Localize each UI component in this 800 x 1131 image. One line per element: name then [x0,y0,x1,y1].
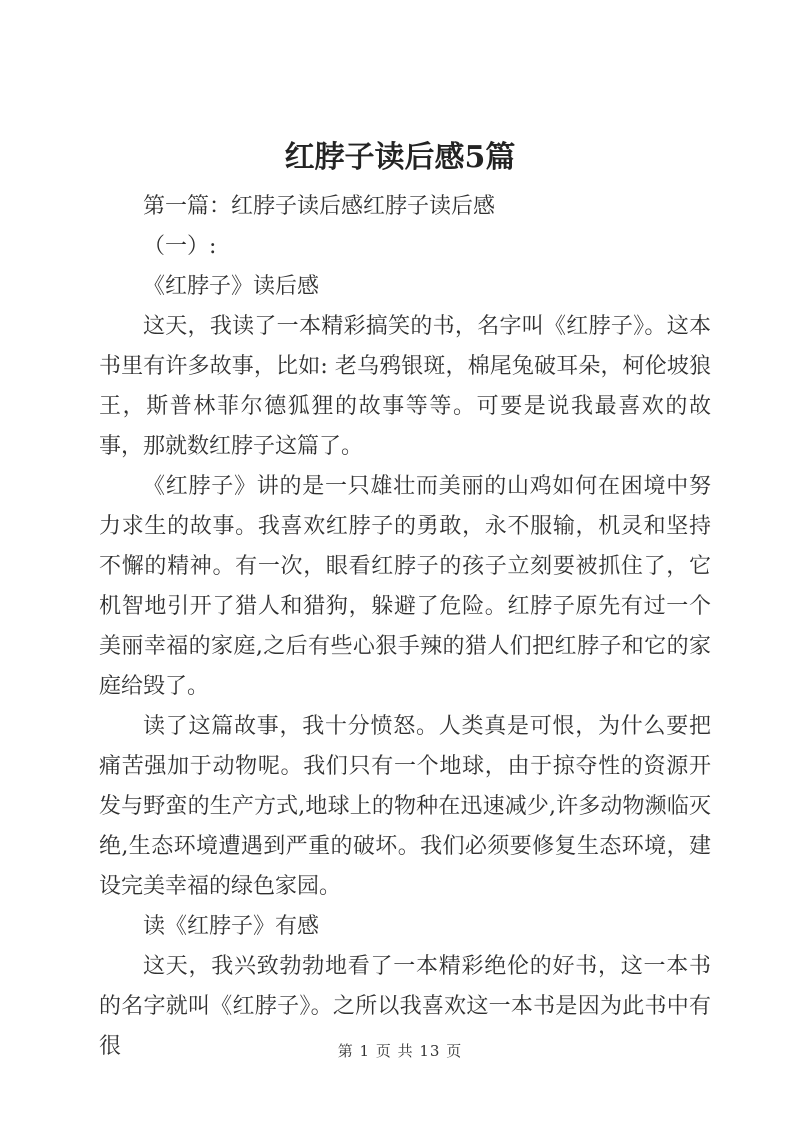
document-body [99,187,711,1067]
paragraph-section-number: （一）: [143,234,217,259]
document-title: 红脖子读后感5篇 [284,140,516,175]
paragraph-body-1: 这天，我读了一本精彩搞笑的书，名字叫《红脖子》。这本书里有许多故事，比如: 老乌鸦银斑，棉尾兔破耳朵，柯伦坡狼王，斯普林菲尔德狐狸的故事等等。可要是说我最喜欢的故事，那就数红脖子这篇了。 [99,314,711,459]
paragraph-subtitle-2: 读《红脖子》有感 [143,914,320,939]
paragraph-heading-first-essay: 第一篇：红脖子读后感红脖子读后感 [143,194,496,219]
page-number-footer: 第 1 页 共 13 页 [337,1042,463,1060]
paragraph-body-3: 读了这篇故事，我十分愤怒。人类真是可恨，为什么要把痛苦强加于动物呢。我们只有一个地球，由于掠夺性的资源开发与野蛮的生产方式,地球上的物种在迅速减少,许多动物濒临灭绝,生态环境遭遇到严重的破坏。我们必须要修复生态环境，建设完美幸福的绿色家园。 [99,714,711,899]
paragraph-body-2: 《红脖子》讲的是一只雄壮而美丽的山鸡如何在困境中努力求生的故事。我喜欢红脖子的勇敢，永不服输，机灵和坚持不懈的精神。有一次，眼看红脖子的孩子立刻要被抓住了，它机智地引开了猎人和猎狗，躲避了危险。红脖子原先有过一个美丽幸福的家庭,之后有些心狠手辣的猎人们把红脖子和它的家庭给毁了。 [99,474,711,699]
paragraph-body-4: 这天，我兴致勃勃地看了一本精彩绝伦的好书，这一本书的名字就叫《红脖子》。之所以我喜欢这一本书是因为此书中有很 [99,954,711,1059]
paragraph-subtitle: 《红脖子》读后感 [143,274,320,299]
